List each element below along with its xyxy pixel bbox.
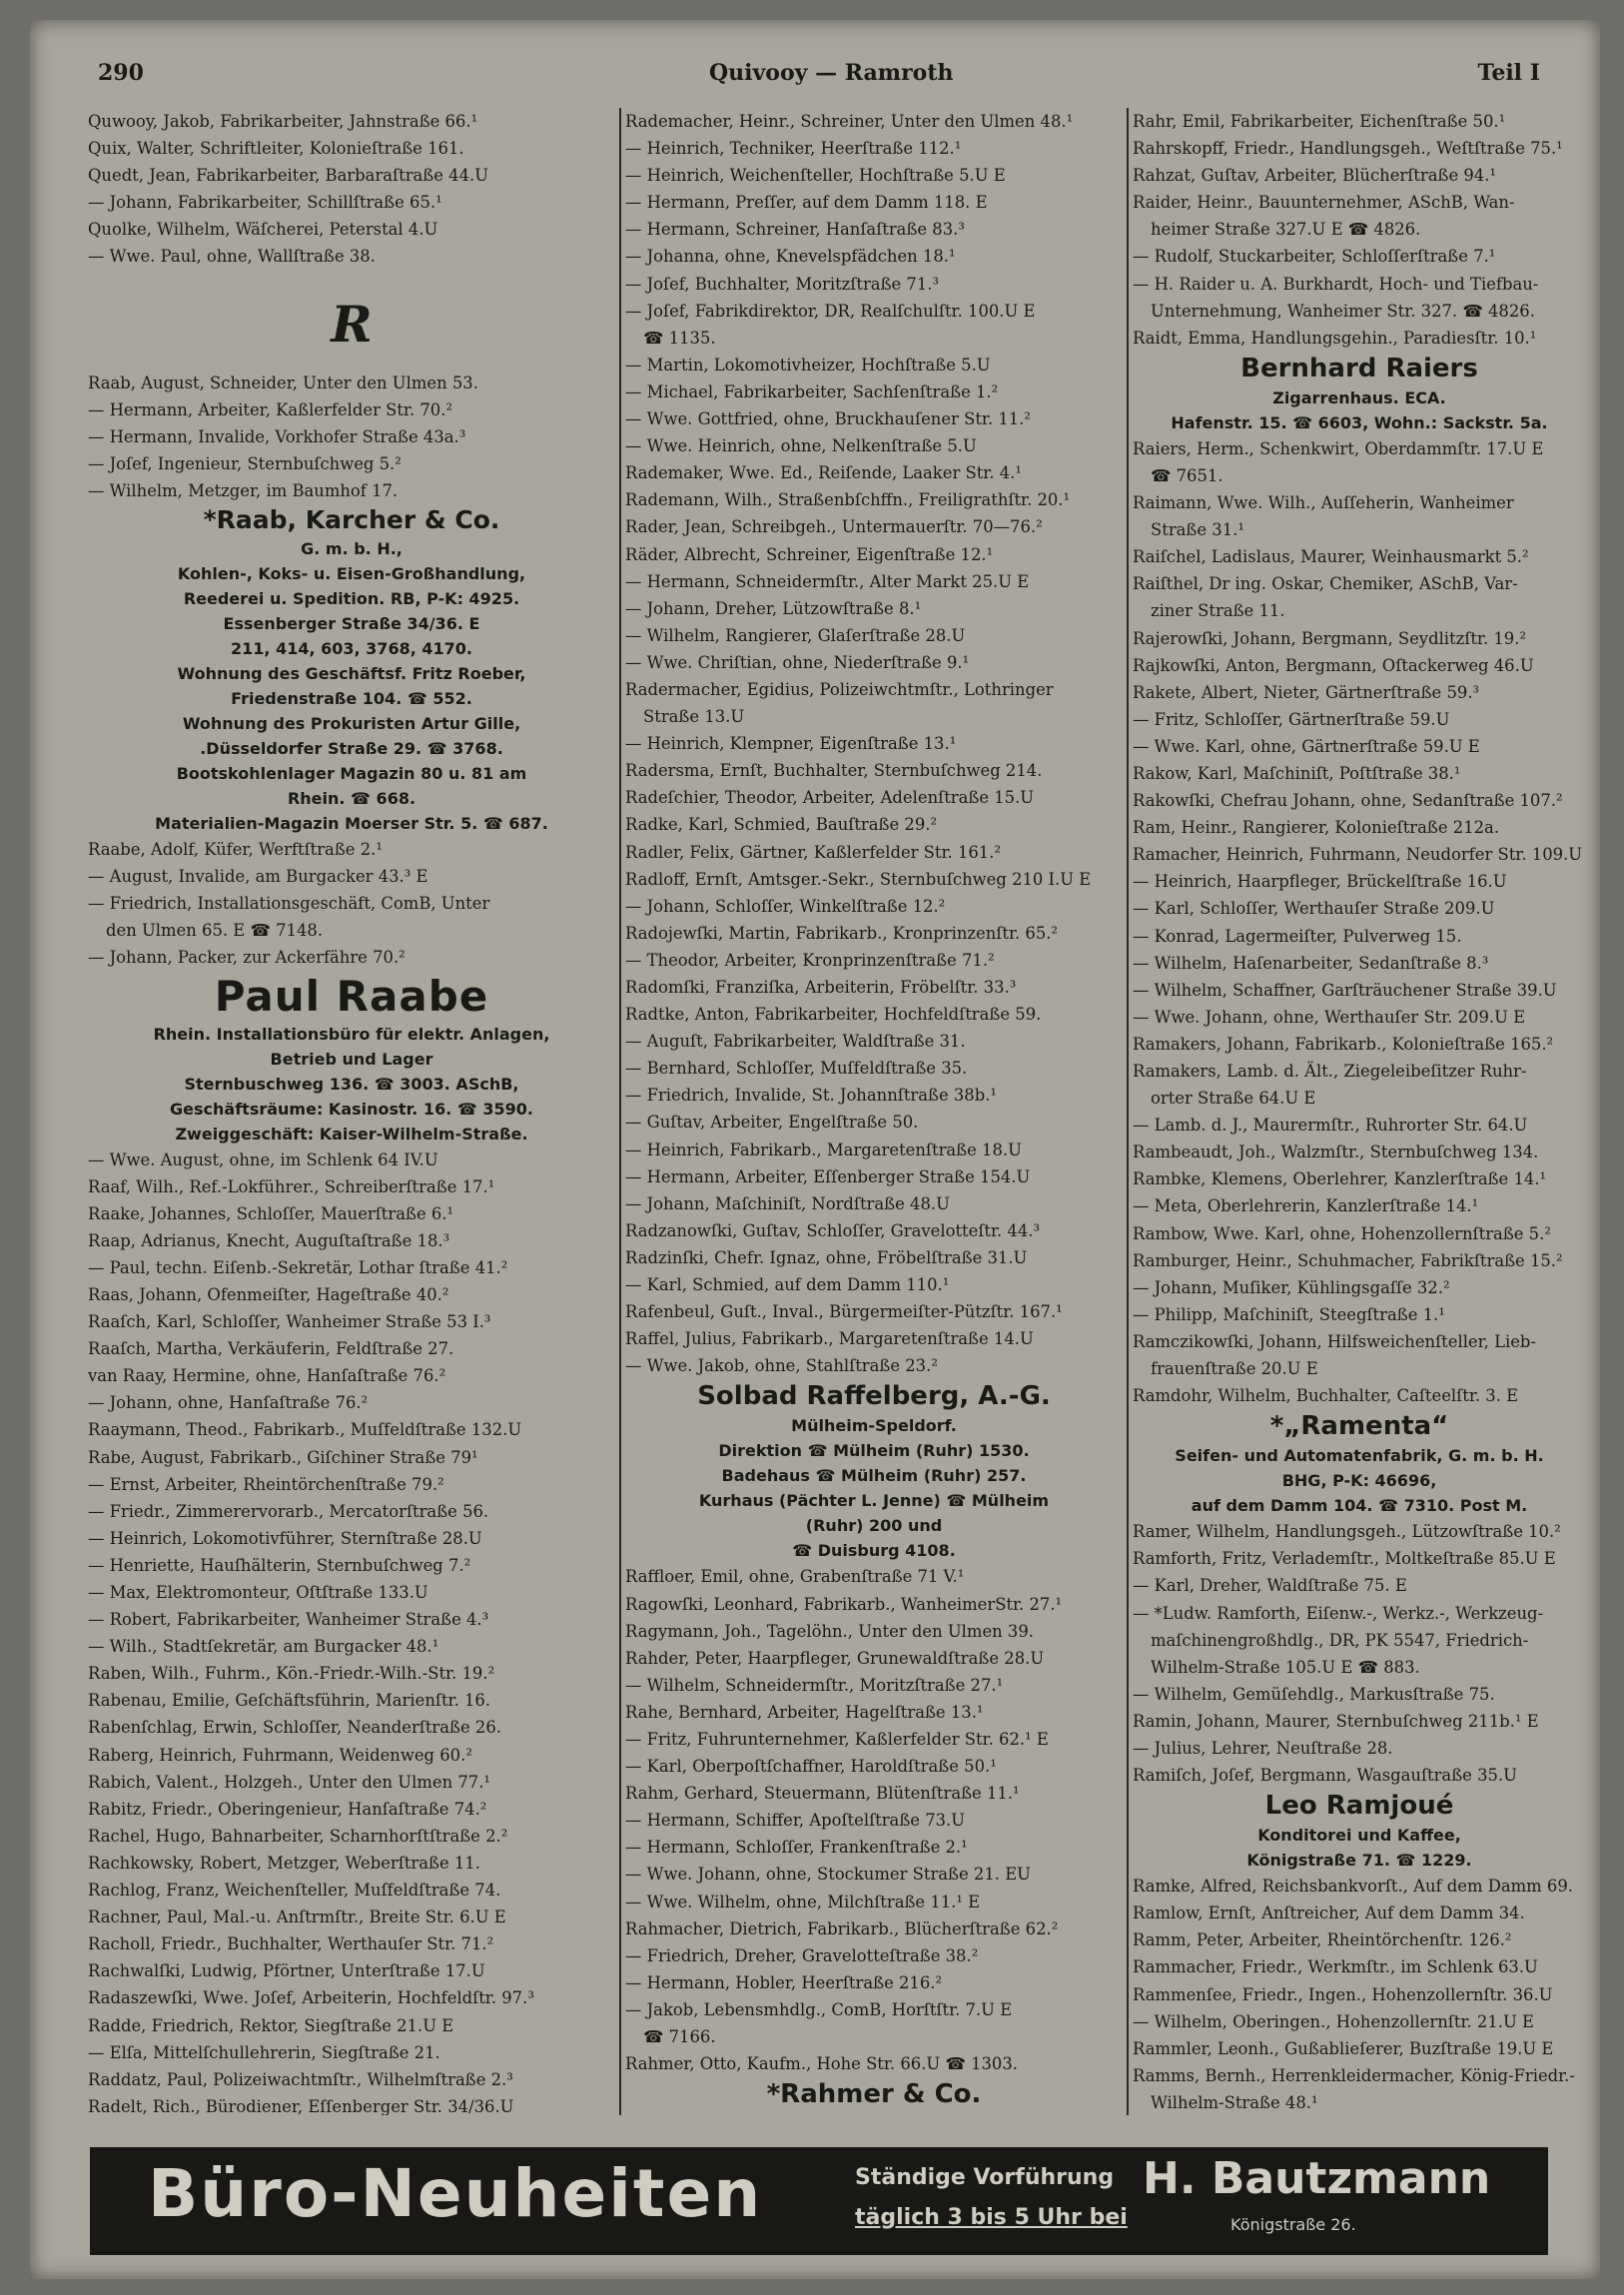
directory-entry: — Wwe. August, ohne, im Schlenk 64 IV.U — [88, 1149, 438, 1169]
directory-entry: — Hermann, Invalide, Vorkhofer Straße 43a.³ — [88, 426, 466, 446]
directory-entry: Rabenſchlag, Erwin, Schloſſer, Neanderſtraße 26. — [88, 1718, 501, 1738]
directory-entry: Rahmacher, Dietrich, Fabrikarb., Blücherſtraße 62.² — [625, 1918, 1059, 1938]
ad-title: *Raab, Karcher & Co. — [203, 505, 500, 535]
ad-line: Essenberger Straße 34/36. E — [223, 614, 480, 634]
ad-raab-karcher — [88, 504, 615, 836]
directory-entry: Radloff, Ernſt, Amtsger.-Sekr., Sternbuſchweg 210 I.U E — [625, 869, 1092, 889]
directory-entry: Raaymann, Theod., Fabrikarb., Muſfeldſtraße 132.U — [88, 1420, 522, 1440]
directory-entry: Straße 13.U — [643, 707, 745, 727]
directory-entry: Raab, August, Schneider, Unter den Ulmen 53. — [88, 373, 478, 392]
directory-entry: Rademann, Wilh., Straßenbſchffn., Freiligrathſtr. 20.¹ — [625, 490, 1071, 510]
directory-entry: — Wilhelm, Schneidermſtr., Moritzſtraße 27.¹ — [625, 1675, 1004, 1695]
entry-list — [1133, 435, 1586, 1409]
ad-line: auf dem Damm 104. ☎ 7310. Post M. — [1191, 1496, 1528, 1516]
directory-entry: Radersma, Ernſt, Buchhalter, Sternbuſchweg 214. — [625, 761, 1043, 781]
directory-entry: Quix, Walter, Schriftleiter, Kolonieſtraße 161. — [88, 139, 464, 159]
ad-line: Betrieb und Lager — [270, 1049, 433, 1069]
directory-entry: Raas, Johann, Ofenmeiſter, Hageſtraße 40.² — [88, 1284, 449, 1304]
ad-line: Sternbuschweg 136. ☎ 3003. ASchB, — [184, 1074, 519, 1094]
directory-entry: — Michael, Fabrikarbeiter, Sachſenſtraße 1.² — [625, 382, 999, 401]
directory-entry: Ramdohr, Wilhelm, Buchhalter, Caſteelſtr. 3. E — [1133, 1386, 1519, 1406]
directory-entry: — Karl, Oberpoſtſchaffner, Haroldſtraße 50.¹ — [625, 1757, 997, 1777]
directory-entry: ziner Straße 11. — [1151, 601, 1285, 621]
directory-entry: — Wwe. Chriſtian, ohne, Niederſtraße 9.¹ — [625, 652, 970, 672]
directory-entry: Rademacher, Heinr., Schreiner, Unter den Ulmen 48.¹ — [625, 112, 1074, 131]
directory-entry: — Bernhard, Schloſſer, Muſfeldſtraße 35. — [625, 1059, 968, 1079]
directory-entry: Rammenſee, Friedr., Ingen., Hohenzollernſtr. 36.U — [1133, 1984, 1553, 2004]
directory-entry: — Hermann, Arbeiter, Kaßlerfelder Str. 70.² — [88, 399, 453, 419]
directory-entry: — Karl, Schloſſer, Werthauſer Straße 209.U — [1133, 899, 1495, 919]
directory-entry: — Hermann, Schloſſer, Frankenſtraße 2.¹ — [625, 1838, 968, 1858]
directory-entry: Rajerowſki, Johann, Bergmann, Seydlitzſtr. 19.² — [1133, 628, 1527, 648]
directory-entry: — Wwe. Wilhelm, ohne, Milchſtraße 11.¹ E — [625, 1892, 981, 1912]
directory-entry: Rabe, August, Fabrikarb., Giſchiner Straße 79¹ — [88, 1447, 478, 1467]
ad-line: ☎ Duisburg 4108. — [792, 1541, 956, 1561]
directory-entry: — Wilhelm, Haſenarbeiter, Sedanſtraße 8.³ — [1133, 953, 1489, 973]
ad-title: Bernhard Raiers — [1240, 353, 1478, 383]
directory-entry: Rambow, Wwe. Karl, ohne, Hohenzollernſtraße 5.² — [1133, 1223, 1551, 1243]
directory-entry: — Julius, Lehrer, Neuſtraße 28. — [1133, 1738, 1393, 1758]
ad-line: BHG, P-K: 46696, — [1281, 1471, 1437, 1491]
directory-entry: — Johann, Fabrikarbeiter, Schillſtraße 65.¹ — [88, 193, 442, 213]
ad-ramenta — [1133, 1409, 1586, 1518]
directory-entry: — Wwe. Johann, ohne, Stockumer Straße 21. EU — [625, 1865, 1031, 1885]
entry-list — [88, 836, 615, 971]
directory-entry: Raiſchel, Ladislaus, Maurer, Weinhausmarkt 5.² — [1133, 547, 1529, 567]
directory-entry: Rambke, Klemens, Oberlehrer, Kanzlerſtraße 14.¹ — [1133, 1169, 1547, 1189]
directory-entry: Rahe, Bernhard, Arbeiter, Hagelſtraße 13.¹ — [625, 1702, 984, 1722]
directory-entry: — Fritz, Fuhrunternehmer, Kaßlerfelder Str. 62.¹ E — [625, 1729, 1049, 1749]
ad-title: *„Ramenta“ — [1269, 1411, 1449, 1442]
columns — [88, 108, 1583, 2115]
directory-entry: — Johanna, ohne, Knevelspfädchen 18.¹ — [625, 247, 956, 267]
directory-entry: — Heinrich, Klempner, Eigenſtraße 13.¹ — [625, 734, 957, 754]
directory-entry: Rahrskopff, Friedr., Handlungsgeh., Weſtſtraße 75.¹ — [1133, 139, 1563, 159]
directory-entry: — Jakob, Lebensmhdlg., ComB, Horſtſtr. 7.U E — [625, 1999, 1013, 2019]
directory-entry: Raidt, Emma, Handlungsgehin., Paradiesſtr. 10.¹ — [1133, 328, 1537, 348]
directory-entry: Rachkowsky, Robert, Metzger, Weberſtraße 11. — [88, 1853, 480, 1873]
directory-entry: Raiers, Herm., Schenkwirt, Oberdammſtr. 17.U E — [1133, 438, 1544, 458]
directory-entry: den Ulmen 65. E ☎ 7148. — [106, 921, 324, 941]
ad-line — [625, 2111, 1123, 2115]
directory-entry: — Max, Elektromonteur, Oſtſtraße 133.U — [88, 1583, 428, 1602]
directory-entry: Ramke, Alfred, Reichsbankvorſt., Auf dem Damm 69. — [1133, 1877, 1573, 1897]
ad-leo-ramjoue — [1133, 1789, 1586, 1873]
directory-entry: Rachel, Hugo, Bahnarbeiter, Scharnhorſtſtraße 2.² — [88, 1826, 508, 1846]
directory-entry: Rahmer, Otto, Kaufm., Hohe Str. 66.U ☎ 1303. — [625, 2054, 1018, 2074]
directory-entry: — Heinrich, Haarpfleger, Brückelſtraße 16.U — [1133, 872, 1507, 892]
ad-line: Hafenstr. 15. ☎ 6603, Wohn.: Sackstr. 5a. — [1171, 412, 1548, 432]
directory-entry: Ramer, Wilhelm, Handlungsgeh., Lützowſtraße 10.² — [1133, 1522, 1561, 1542]
directory-entry: Raffel, Julius, Fabrikarb., Margaretenſtraße 14.U — [625, 1329, 1034, 1349]
directory-entry: — Friedr., Zimmerervorarb., Mercatorſtraße 56. — [88, 1501, 489, 1521]
entry-list — [1133, 108, 1586, 352]
directory-entry: Radermacher, Egidius, Polizeiwchtmſtr., Lothringer — [625, 679, 1054, 699]
ad-lines — [625, 1413, 1123, 1563]
directory-entry: Radaszewſki, Wwe. Joſef, Arbeiterin, Hochfeldſtr. 97.³ — [88, 1988, 534, 2008]
directory-entry: — Wwe. Paul, ohne, Wallſtraße 38. — [88, 247, 376, 267]
directory-entry: Raiſthel, Dr ing. Oskar, Chemiker, ASchB, Var- — [1133, 574, 1518, 594]
ad-line: Wohnung des Prokuristen Artur Gille, — [182, 714, 521, 734]
directory-entry: Unternehmung, Wanheimer Str. 327. ☎ 4826. — [1151, 301, 1535, 321]
directory-entry: Rammler, Leonh., Gußablieſerer, Buzſtraße 19.U E — [1133, 2038, 1554, 2058]
directory-entry: Raddatz, Paul, Polizeiwachtmſtr., Wilhelmſtraße 2.³ — [88, 2069, 513, 2089]
directory-entry: — Wwe. Heinrich, ohne, Nelkenſtraße 5.U — [625, 436, 977, 456]
directory-entry: Raabe, Adolf, Küfer, Werftſtraße 2.¹ — [88, 840, 383, 860]
directory-entry: — Karl, Schmied, auf dem Damm 110.¹ — [625, 1275, 950, 1295]
ad-title: Leo Ramjoué — [1264, 1791, 1454, 1822]
directory-entry: van Raay, Hermine, ohne, Hanſaſtraße 76.² — [88, 1366, 446, 1386]
ad-line: Reederei u. Spedition. RB, P-K: 4925. — [183, 589, 520, 609]
directory-entry: — Johann, Maſchiniſt, Nordſtraße 48.U — [625, 1193, 950, 1213]
directory-entry: Wilhelm-Straße 105.U E ☎ 883. — [1151, 1657, 1420, 1677]
directory-entry: Raaf, Wilh., Ref.-Lokführer., Schreiberſtraße 17.¹ — [88, 1176, 495, 1196]
directory-entry: — Ernst, Arbeiter, Rheintörchenſtraße 79.² — [88, 1474, 444, 1494]
directory-entry: Ram, Heinr., Rangierer, Kolonieſtraße 212a. — [1133, 818, 1500, 838]
directory-entry: — Meta, Oberlehrerin, Kanzlerſtraße 14.¹ — [1133, 1196, 1479, 1216]
ad-line: (Ruhr) 200 und — [805, 1516, 943, 1536]
directory-entry: — Heinrich, Fabrikarb., Margaretenſtraße 18.U — [625, 1140, 1022, 1159]
directory-entry: Quedt, Jean, Fabrikarbeiter, Barbaraſtraße 44.U — [88, 166, 489, 186]
directory-entry: Rakow, Karl, Maſchiniſt, Poſtſtraße 38.¹ — [1133, 763, 1461, 783]
entry-list — [1133, 1873, 1586, 2115]
directory-entry: Radojewſki, Martin, Fabrikarb., Kronprinzenſtr. 65.² — [625, 923, 1059, 943]
directory-entry: Rambeaudt, Joh., Walzmſtr., Sternbuſchweg 134. — [1133, 1143, 1539, 1162]
ad-line: Rhein. Installationsbüro für elektr. Anlagen, — [153, 1024, 550, 1044]
directory-entry: Wilhelm-Straße 48.¹ — [1151, 2092, 1318, 2112]
directory-entry: Rabich, Valent., Holzgeh., Unter den Ulmen 77.¹ — [88, 1772, 490, 1792]
directory-entry: — Elſa, Mittelſchullehrerin, Siegſtraße 21. — [88, 2042, 440, 2062]
ad-line: Zweiggeschäft: Kaiser-Wilhelm-Straße. — [175, 1124, 528, 1144]
ad-line: Badehaus ☎ Mülheim (Ruhr) 257. — [721, 1466, 1027, 1486]
directory-entry: — Johann, Dreher, Lützowſtraße 8.¹ — [625, 598, 922, 618]
ad-line: Konditorei und Kaffee, — [1257, 1826, 1461, 1846]
ad-title: Paul Raabe — [214, 971, 489, 1021]
directory-entry: Rachwalſki, Ludwig, Pförtner, Unterſtraße 17.U — [88, 1961, 485, 1981]
directory-entry: Rahr, Emil, Fabrikarbeiter, Eichenſtraße 50.¹ — [1133, 112, 1506, 131]
directory-entry: — Philipp, Maſchiniſt, Steegſtraße 1.¹ — [1133, 1304, 1445, 1324]
ad-line: G. m. b. H., — [301, 539, 403, 559]
directory-entry: Rachner, Paul, Mal.-u. Anſtrmſtr., Breite Str. 6.U E — [88, 1908, 506, 1927]
entry-list — [88, 108, 615, 271]
directory-entry: Ramm, Peter, Arbeiter, Rheintörchenſtr. 126.² — [1133, 1930, 1512, 1950]
page-header — [90, 60, 1560, 100]
page-title: Quivooy — Ramroth — [709, 60, 954, 86]
directory-entry: — Hermann, Arbeiter, Eſſenberger Straße 154.U — [625, 1166, 1031, 1186]
directory-entry: — Joſef, Buchhalter, Moritzſtraße 71.³ — [625, 274, 940, 294]
directory-entry: — Paul, techn. Eiſenb.-Sekretär, Lothar ſtraße 41.² — [88, 1257, 508, 1277]
directory-entry: — Friedrich, Invalide, St. Johannſtraße 38b.¹ — [625, 1086, 997, 1106]
directory-entry: Raffloer, Emil, ohne, Grabenſtraße 71 V.¹ — [625, 1567, 965, 1587]
directory-entry: — Martin, Lokomotivheizer, Hochſtraße 5.U — [625, 355, 991, 375]
directory-entry: Rakowſki, Chefrau Johann, ohne, Sedanſtraße 107.² — [1133, 791, 1563, 811]
directory-entry: Rammacher, Friedr., Werkmſtr., im Schlenk 63.U — [1133, 1957, 1538, 1977]
footer-company: H. Bautzmann — [1143, 2153, 1491, 2204]
directory-entry: Ramforth, Fritz, Verlademſtr., Moltkeſtraße 85.U E — [1133, 1549, 1556, 1569]
directory-entry: Räder, Albrecht, Schreiner, Eigenſtraße 12.¹ — [625, 544, 994, 564]
directory-entry: Radler, Felix, Gärtner, Kaßlerfelder Str. 161.² — [625, 842, 1002, 862]
directory-entry: Radde, Friedrich, Rektor, Siegſtraße 21.U E — [88, 2015, 454, 2035]
entry-list — [1133, 1518, 1586, 1789]
directory-entry: Straße 31.¹ — [1151, 520, 1244, 540]
directory-entry: — Johann, Schloſſer, Winkelſtraße 12.² — [625, 896, 946, 916]
entry-list — [625, 1563, 1123, 2077]
ad-line: Seifen- und Automatenfabrik, G. m. b. H. — [1175, 1446, 1544, 1466]
ad-line: 211, 414, 603, 3768, 4170. — [231, 639, 472, 659]
directory-entry: — Friedrich, Installationsgeschäft, ComB, Unter — [88, 894, 490, 914]
directory-entry: Quolke, Wilhelm, Wäſcherei, Peterstal 4.U — [88, 220, 438, 240]
column-right — [1127, 108, 1586, 2115]
part-label: Teil I — [1477, 60, 1540, 86]
footer-advertisement — [90, 2147, 1548, 2255]
directory-entry: — Wilh., Stadtſekretär, am Burgacker 48.¹ — [88, 1637, 439, 1657]
directory-entry: Racholl, Friedr., Buchhalter, Werthauſer Str. 71.² — [88, 1934, 494, 1954]
directory-entry: — Henriette, Hauſhälterin, Sternbuſchweg 7.² — [88, 1555, 471, 1575]
ad-bernhard-raiers — [1133, 352, 1586, 435]
directory-entry: Radzanowſki, Guſtav, Schloſſer, Gravelotteſtr. 44.³ — [625, 1220, 1041, 1240]
directory-entry: Ramburger, Heinr., Schuhmacher, Fabrikſtraße 15.² — [1133, 1250, 1563, 1270]
directory-entry: Rademaker, Wwe. Ed., Reiſende, Laaker Str. 4.¹ — [625, 463, 1022, 483]
ad-lines — [625, 2111, 1123, 2115]
directory-entry: Quwooy, Jakob, Fabrikarbeiter, Jahnstraße 66.¹ — [88, 112, 478, 131]
directory-entry: Rahder, Peter, Haarpfleger, Grunewaldſtraße 28.U — [625, 1648, 1045, 1668]
directory-entry: — *Ludw. Ramforth, Eiſenw.-, Werkz.-, Werkzeug- — [1133, 1603, 1544, 1623]
directory-page — [30, 20, 1600, 2279]
directory-entry: — Robert, Fabrikarbeiter, Wanheimer Straße 4.³ — [88, 1610, 489, 1630]
directory-entry: Raben, Wilh., Fuhrm., Kön.-Friedr.-Wilh.-Str. 19.² — [88, 1664, 495, 1684]
directory-entry: Rahm, Gerhard, Steuermann, Blütenſtraße 11.¹ — [625, 1784, 1020, 1804]
directory-entry: — Hermann, Hobler, Heerſtraße 216.² — [625, 1972, 943, 1992]
directory-entry: Raaſch, Karl, Schloſſer, Wanheimer Straße 53 I.³ — [88, 1312, 491, 1332]
directory-entry: Rakete, Albert, Nieter, Gärtnerſtraße 59.³ — [1133, 682, 1480, 702]
directory-entry: — Wwe. Gottfried, ohne, Bruckhauſener Str. 11.² — [625, 409, 1031, 429]
directory-entry: Rabenau, Emilie, Geſchäftsführin, Marienſtr. 16. — [88, 1691, 491, 1711]
directory-entry: — Wilhelm, Oberingen., Hohenzollernſtr. 21.U E — [1133, 2011, 1534, 2031]
ad-line: Geschäftsräume: Kasinostr. 16. ☎ 3590. — [170, 1099, 533, 1119]
directory-entry: — Friedrich, Dreher, Gravelotteſtraße 38.² — [625, 1945, 979, 1965]
directory-entry: Rachlog, Franz, Weichenſteller, Muſfeldſtraße 74. — [88, 1881, 501, 1901]
directory-entry: ☎ 7166. — [643, 2027, 716, 2046]
directory-entry: Raap, Adrianus, Knecht, Auguſtaſtraße 18.³ — [88, 1230, 450, 1250]
entry-list — [625, 108, 1123, 1379]
ad-lines — [88, 536, 615, 836]
directory-entry: Radke, Karl, Schmied, Bauſtraße 29.² — [625, 815, 938, 835]
directory-entry: — Joſef, Fabrikdirektor, DR, Realſchulſtr. 100.U E — [625, 301, 1036, 321]
ad-lines — [1133, 1823, 1586, 1873]
footer-line-1: Ständige Vorführung — [855, 2165, 1115, 2190]
directory-entry: — Rudolf, Stuckarbeiter, Schloſſerſtraße 7.¹ — [1133, 247, 1496, 267]
directory-entry: Ramczikowſki, Johann, Hilfsweichenſteller, Lieb- — [1133, 1331, 1536, 1351]
directory-entry: Raaſch, Martha, Verkäuferin, Feldſtraße 27. — [88, 1339, 454, 1359]
directory-entry: — Hermann, Schreiner, Hanſaſtraße 83.³ — [625, 220, 965, 240]
column-middle — [619, 108, 1123, 2115]
directory-entry: — Konrad, Lagermeiſter, Pulverweg 15. — [1133, 926, 1462, 946]
ad-solbad-raffelberg — [625, 1379, 1123, 1563]
directory-entry: — Wilhelm, Metzger, im Baumhof 17. — [88, 480, 399, 500]
ad-line: Kohlen-, Koks- u. Eisen-Großhandlung, — [177, 564, 526, 584]
directory-entry: — Wwe. Jakob, ohne, Stahlſtraße 23.² — [625, 1356, 938, 1376]
directory-entry: — Fritz, Schloſſer, Gärtnerſtraße 59.U — [1133, 709, 1450, 729]
directory-entry: orter Straße 64.U E — [1151, 1089, 1316, 1109]
directory-entry: — Karl, Dreher, Waldſtraße 75. E — [1133, 1576, 1407, 1596]
ad-line: Königstraße 71. ☎ 1229. — [1246, 1851, 1472, 1871]
section-letter: R — [331, 294, 373, 354]
directory-entry: — Hermann, Preſſer, auf dem Damm 118. E — [625, 193, 988, 213]
ad-lines — [1133, 385, 1586, 435]
ad-line: Rhein. ☎ 668. — [287, 789, 416, 809]
directory-entry: Rafenbeul, Guſt., Inval., Bürgermeiſter-Pützſtr. 167.¹ — [625, 1302, 1063, 1322]
directory-entry: Raberg, Heinrich, Fuhrmann, Weidenweg 60.² — [88, 1745, 472, 1765]
directory-entry: Radzinſki, Chefr. Ignaz, ohne, Fröbelſtraße 31.U — [625, 1247, 1028, 1267]
ad-rahmer-co — [625, 2077, 1123, 2115]
directory-entry: — Wwe. Johann, ohne, Werthauſer Str. 209.U E — [1133, 1007, 1526, 1027]
directory-entry: Radomſki, Franziſka, Arbeiterin, Fröbelſtr. 33.³ — [625, 978, 1017, 997]
ad-title: Solbad Raffelberg, A.-G. — [697, 1381, 1051, 1412]
ad-line: Friedenstraße 104. ☎ 552. — [231, 689, 472, 709]
directory-entry: Ragymann, Joh., Tagelöhn., Unter den Ulmen 39. — [625, 1621, 1034, 1641]
ad-title: *Rahmer & Co. — [766, 2079, 982, 2110]
directory-entry: Ramiſch, Joſef, Bergmann, Wasgauſtraße 35.U — [1133, 1766, 1517, 1786]
directory-entry: frauenſtraße 20.U E — [1151, 1359, 1318, 1379]
directory-entry: — Heinrich, Techniker, Heerſtraße 112.¹ — [625, 139, 962, 159]
footer-headline: Büro-Neuheiten — [148, 2155, 763, 2232]
directory-entry: Radtke, Anton, Fabrikarbeiter, Hochfeldſtraße 59. — [625, 1005, 1042, 1025]
directory-entry: Rader, Jean, Schreibgeh., Untermauerſtr. 70—76.² — [625, 517, 1043, 537]
ad-line: Kurhaus (Pächter L. Jenne) ☎ Mülheim — [698, 1491, 1050, 1511]
directory-entry: Rahzat, Guſtav, Arbeiter, Blücherſtraße 94.¹ — [1133, 166, 1496, 186]
directory-entry: Raake, Johannes, Schloſſer, Mauerſtraße 6.¹ — [88, 1203, 454, 1223]
ad-lines — [88, 1022, 615, 1147]
directory-entry: — Johann, Packer, zur Ackerfähre 70.² — [88, 948, 406, 968]
entry-list — [88, 370, 615, 504]
directory-entry: Ramin, Johann, Maurer, Sternbuſchweg 211b.¹ E — [1133, 1711, 1539, 1731]
directory-entry: — August, Invalide, am Burgacker 43.³ E — [88, 867, 428, 887]
directory-entry: — Wilhelm, Schaffner, Garſträuchener Straße 39.U — [1133, 980, 1557, 1000]
directory-entry: maſchinengroßhdlg., DR, PK 5547, Friedrich- — [1151, 1630, 1529, 1650]
directory-entry: — Wilhelm, Rangierer, Glaſerſtraße 28.U — [625, 625, 966, 645]
directory-entry: ☎ 1135. — [643, 328, 716, 348]
ad-line: Materialien-Magazin Moerser Str. 5. ☎ 687. — [155, 814, 548, 834]
directory-entry: Ramacher, Heinrich, Fuhrmann, Neudorfer Str. 109.U — [1133, 845, 1583, 865]
ad-line: .Düsseldorfer Straße 29. ☎ 3768. — [200, 739, 503, 759]
ad-lines — [1133, 1443, 1586, 1518]
directory-entry: — Hermann, Schiffer, Apoſtelſtraße 73.U — [625, 1811, 966, 1831]
directory-entry: Rajkowſki, Anton, Bergmann, Oſtackerweg 46.U — [1133, 655, 1534, 675]
ad-line: Mülheim-Speldorf. — [791, 1416, 957, 1436]
footer-street: Königstraße 26. — [1230, 2215, 1356, 2234]
ad-line: Wohnung des Geschäftsf. Fritz Roeber, — [177, 664, 526, 684]
directory-entry: Ramlow, Ernſt, Anſtreicher, Auf dem Damm 34. — [1133, 1904, 1525, 1923]
directory-entry: — Wwe. Karl, ohne, Gärtnerſtraße 59.U E — [1133, 736, 1480, 756]
directory-entry: Ragowſki, Leonhard, Fabrikarb., WanheimerStr. 27.¹ — [625, 1594, 1063, 1614]
directory-entry: — Lamb. d. J., Maurermſtr., Ruhrorter Str. 64.U — [1133, 1116, 1528, 1136]
page-number: 290 — [98, 60, 144, 86]
directory-entry: Ramakers, Lamb. d. Ält., Ziegeleibeſitzer Ruhr- — [1133, 1062, 1527, 1081]
directory-entry: — Joſef, Ingenieur, Sternbuſchweg 5.² — [88, 453, 402, 473]
directory-entry: Radelt, Rich., Bürodiener, Eſſenberger Str. 34/36.U — [88, 2096, 514, 2115]
directory-entry: Raider, Heinr., Bauunternehmer, ASchB, Wan- — [1133, 193, 1515, 213]
ad-line: Direktion ☎ Mülheim (Ruhr) 1530. — [718, 1441, 1030, 1461]
entry-list — [88, 1147, 615, 2116]
ad-line: Bootskohlenlager Magazin 80 u. 81 am — [176, 764, 527, 784]
directory-entry: — Auguſt, Fabrikarbeiter, Waldſtraße 31. — [625, 1032, 966, 1052]
directory-entry: — Heinrich, Weichenſteller, Hochſtraße 5.U E — [625, 166, 1006, 186]
directory-entry: ☎ 7651. — [1151, 465, 1223, 485]
directory-entry: heimer Straße 327.U E ☎ 4826. — [1151, 220, 1421, 240]
footer-line-2: täglich 3 bis 5 Uhr bei — [855, 2205, 1128, 2230]
directory-entry: — Johann, ohne, Hanſaſtraße 76.² — [88, 1393, 369, 1413]
directory-entry: — Theodor, Arbeiter, Kronprinzenſtraße 71.² — [625, 950, 995, 970]
directory-entry: — Wilhelm, Gemüſehdlg., Markusſtraße 75. — [1133, 1684, 1495, 1704]
ad-paul-raabe — [88, 972, 615, 1147]
directory-entry: Radeſchier, Theodor, Arbeiter, Adelenſtraße 15.U — [625, 788, 1035, 808]
directory-entry: — Heinrich, Lokomotivführer, Sternſtraße 28.U — [88, 1528, 482, 1548]
directory-entry: — Hermann, Schneidermſtr., Alter Markt 25.U E — [625, 571, 1030, 591]
directory-entry: Ramakers, Johann, Fabrikarb., Kolonieſtraße 165.² — [1133, 1034, 1554, 1054]
directory-entry: — H. Raider u. A. Burkhardt, Hoch- und Tiefbau- — [1133, 274, 1539, 294]
directory-entry: Ramms, Bernh., Herrenkleidermacher, König-Friedr.- — [1133, 2065, 1575, 2085]
ad-line: Zigarrenhaus. ECA. — [1272, 387, 1446, 407]
directory-entry: Raimann, Wwe. Wilh., Auſſeherin, Wanheimer — [1133, 493, 1514, 513]
directory-entry: — Guſtav, Arbeiter, Engelſtraße 50. — [625, 1113, 919, 1133]
directory-entry: Rabitz, Friedr., Oberingenieur, Hanſaſtraße 74.² — [88, 1799, 487, 1819]
column-left — [88, 108, 615, 2115]
directory-entry: — Johann, Muſiker, Kühlingsgaſſe 32.² — [1133, 1277, 1450, 1297]
